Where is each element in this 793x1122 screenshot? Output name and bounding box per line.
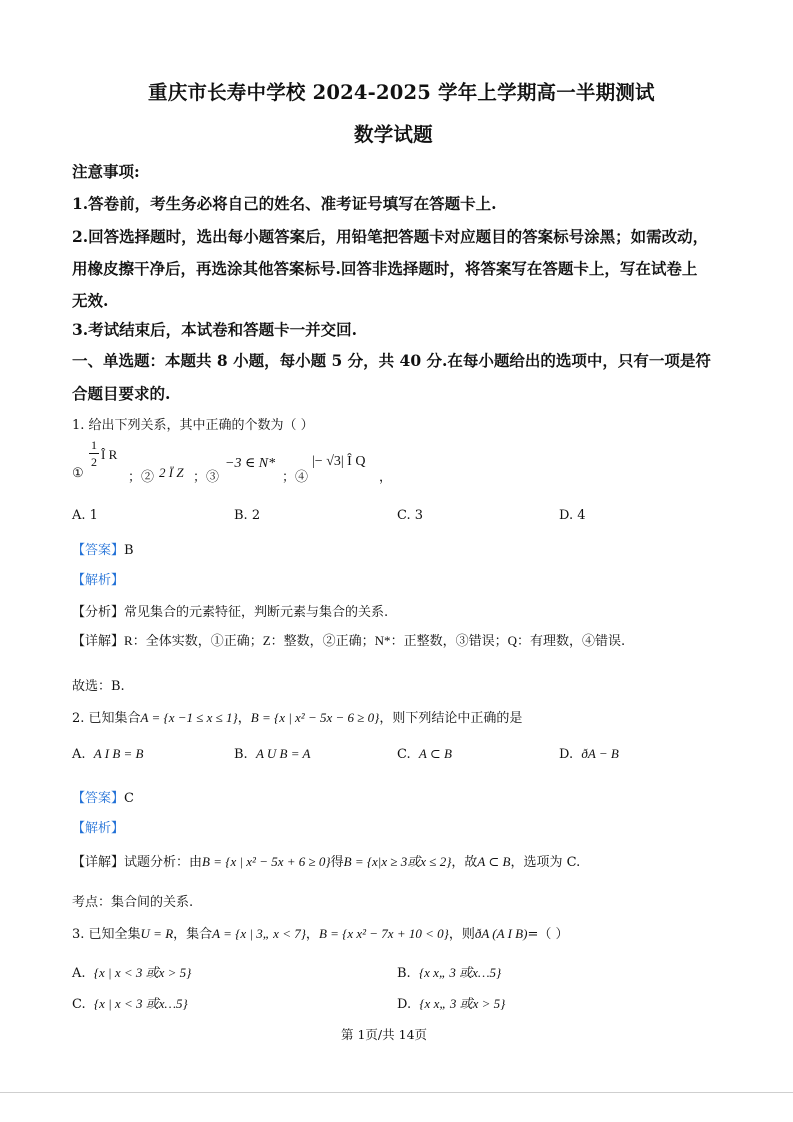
q1-choice4: |− √3| Î Q (312, 454, 366, 469)
notice-item-2b: 用橡皮擦干净后，再选涂其他答案标号.回答非选择题时，将答案写在答题卡上，写在试卷上 (72, 259, 698, 278)
q2-stem-b: ， (237, 711, 251, 726)
q2-option-d[interactable] (559, 746, 619, 762)
q1-sep-1: ；② (128, 470, 155, 485)
q2-option-b[interactable] (234, 746, 310, 762)
q1-conclusion: 故选：B. (72, 679, 125, 694)
q3-stem-c: ， (305, 927, 319, 942)
q2-option-b-expr: A U B = A (255, 746, 311, 761)
detail-text-1: ：全体实数，①正确； (132, 634, 263, 649)
answer-tag: 【答案】 (72, 543, 125, 558)
q3-stem-b: ，集合 (173, 927, 213, 942)
q2-option-a[interactable] (72, 746, 144, 762)
q3-option-c-label: C. (72, 997, 86, 1012)
q1-choice1-num: ① (72, 466, 84, 481)
exam-title: 重庆市长寿中学校 2024-2025 学年上学期高一半期测试 (148, 81, 655, 104)
q3-stem-a: 3. 已知全集 (72, 927, 141, 942)
q2-analysis-tag: 【解析】 (72, 821, 125, 836)
q1-option-c[interactable]: C. 3 (397, 508, 424, 523)
q2-set-b: B = {x | x² − 5x − 6 ≥ 0} (250, 710, 380, 725)
q2-stem (72, 707, 522, 726)
q3-option-b-expr: {x x„ 3 或x…5} (418, 965, 502, 980)
notice-item-3: 3.考试结束后，本试卷和答题卡一并交回. (72, 320, 358, 339)
q3-option-d-expr: {x x„ 3 或x > 5} (419, 996, 506, 1011)
section-heading-2: 合题目要求的. (72, 384, 171, 403)
detail-tag: 【详解】 (72, 634, 125, 649)
detail-Z: Z (262, 633, 271, 648)
notice-item-1: 1.答卷前，考生务必将自己的姓名、准考证号填写在答题卡上. (72, 194, 497, 213)
q3-option-b-label: B. (397, 966, 411, 981)
q3-option-c[interactable] (72, 993, 188, 1012)
q1-choice2: 2 Ï Z (159, 465, 184, 480)
q1-fenxi (72, 601, 388, 620)
q3-set-b: B = {x x² − 7x + 10 < 0} (318, 926, 449, 941)
detail-tag: 【详解】 (72, 855, 125, 870)
q3-option-a[interactable] (72, 962, 191, 981)
q2-option-b-label: B. (234, 747, 248, 762)
fenxi-tag: 【分析】 (72, 605, 125, 620)
q1-analysis-tag: 【解析】 (72, 573, 125, 588)
q2-stem-a: 2. 已知集合 (72, 711, 141, 726)
q2-option-c-label: C. (397, 747, 411, 762)
q3-option-a-label: A. (72, 966, 86, 981)
q1-sep-2: ；③ (193, 470, 220, 485)
q1-detail (72, 630, 625, 649)
q3-complement-expr: ðA (A I B) (474, 926, 528, 941)
q2-option-c-expr: A ⊂ B (418, 746, 452, 761)
detail-N: N* (374, 633, 391, 648)
q3-option-a-expr: {x | x < 3 或x > 5} (93, 965, 192, 980)
q2-stem-c: ，则下列结论中正确的是 (379, 711, 523, 726)
q3-stem (72, 923, 568, 942)
q2-option-c[interactable] (397, 746, 452, 762)
q1-choice1-rel: Î R (101, 447, 118, 462)
q2-option-d-label: D. (559, 747, 574, 762)
q3-option-c-expr: {x | x < 3 或x…5} (93, 996, 188, 1011)
q2-kaodian: 考点：集合间的关系. (72, 895, 194, 910)
q2-detail (72, 851, 580, 870)
notice-item-2c: 无效. (72, 291, 109, 310)
q1-option-a[interactable]: A. 1 (72, 508, 98, 523)
detail-text-2: ：整数，②正确； (270, 634, 375, 649)
q1-frac-num: 1 (91, 438, 97, 452)
detail-expr-3: A ⊂ B (477, 854, 511, 869)
detail-Q: Q (507, 633, 517, 648)
q1-end: ， (379, 470, 393, 485)
answer-tag: 【答案】 (72, 791, 125, 806)
q3-stem-e: =（ ） (527, 927, 569, 942)
q3-option-d-label: D. (397, 997, 412, 1012)
q1-option-d[interactable]: D. 4 (559, 508, 586, 523)
notice-item-2a: 2.回答选择题时，选出每小题答案后，用铅笔把答题卡对应题目的答案标号涂黑；如需改动， (72, 227, 709, 246)
q1-option-b[interactable]: B. 2 (234, 508, 261, 523)
notice-heading: 注意事项: (72, 162, 140, 181)
detail-text-a: 试题分析：由 (124, 855, 203, 870)
page-number: 第 1页/共 14页 (341, 1027, 428, 1042)
q2-set-a: A = {x −1 ≤ x ≤ 1} (140, 710, 238, 725)
q3-option-d[interactable] (397, 993, 505, 1012)
q2-answer (72, 787, 134, 806)
q3-universal-set: U = R (140, 926, 174, 941)
detail-text-3: ：正整数，③错误； (390, 634, 508, 649)
detail-expr-1: B = {x | x² − 5x + 6 ≥ 0} (202, 854, 331, 869)
section-heading-1: 一、单选题：本题共 8 小题，每小题 5 分，共 40 分.在每小题给出的选项中，只有一项是符 (72, 351, 711, 370)
detail-text-4: ：有理数，④错误. (516, 634, 626, 649)
q2-option-a-label: A. (72, 747, 86, 762)
q1-answer (72, 539, 134, 558)
detail-text-b: 得 (330, 855, 344, 870)
q3-stem-d: ，则 (448, 927, 475, 942)
exam-subtitle: 数学试题 (354, 123, 433, 146)
q3-option-b[interactable] (397, 962, 501, 981)
detail-expr-2: B = {x|x ≥ 3或x ≤ 2} (343, 854, 452, 869)
answer-value: B (124, 543, 134, 558)
q1-frac-den: 2 (91, 455, 97, 469)
detail-R: R (124, 633, 133, 648)
q1-sep-3: ；④ (282, 470, 309, 485)
fenxi-text: 常见集合的元素特征，判断元素与集合的关系. (124, 605, 389, 620)
detail-text-d: ，选项为 C. (510, 855, 581, 870)
answer-value: C (124, 791, 134, 806)
q1-stem: 1. 给出下列关系，其中正确的个数为（ ） (72, 418, 314, 433)
detail-text-c: ，故 (451, 855, 478, 870)
q1-choice3: −3 ∈ N* (225, 456, 276, 471)
q3-set-a: A = {x | 3„ x < 7} (212, 926, 306, 941)
q2-option-a-expr: A I B = B (93, 746, 144, 761)
q2-option-d-expr: ðA − B (581, 746, 619, 761)
q1-frac-bar (89, 453, 99, 454)
page-bottom-divider (0, 1092, 793, 1093)
